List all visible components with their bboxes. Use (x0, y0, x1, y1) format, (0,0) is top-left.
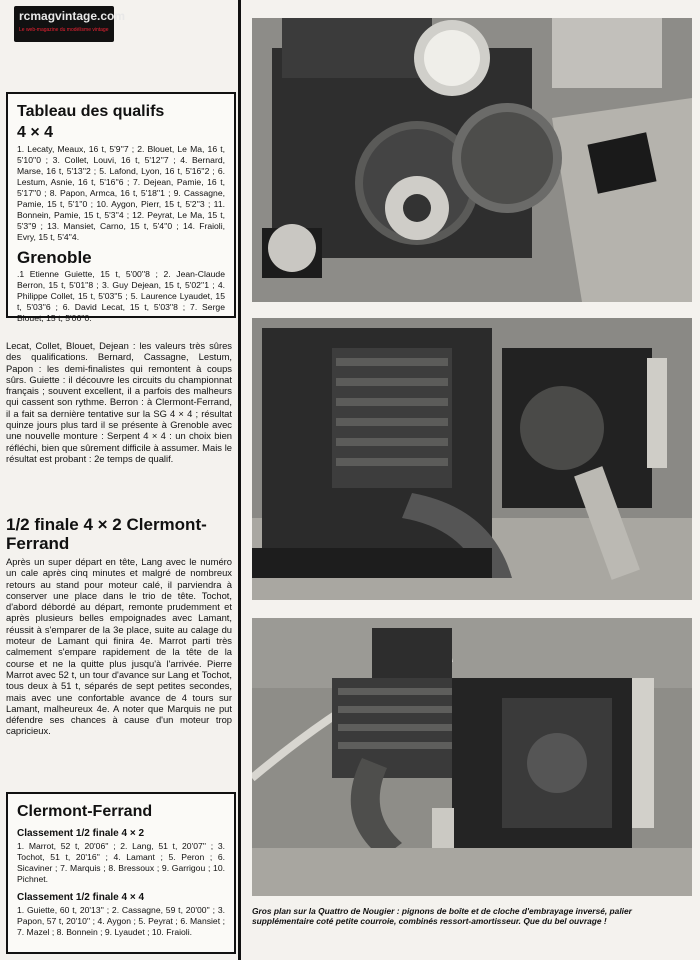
photo-engine-top (252, 318, 692, 600)
section-heading-half-final: 1/2 finale 4 × 2 Clermont-Ferrand (6, 515, 207, 553)
column-divider (238, 0, 241, 960)
qualifs-title: Tableau des qualifs (17, 103, 165, 120)
commentary-paragraph: Lecat, Collet, Blouet, Dejean : les valeurs très sûres des qualifications. Bernard, Cassagne, Lestum, Papon : les demi-finalistes qui remontent à coups sûrs. Guiette : il découvre les circuits du championnat français ; souvent excellent, il a parfois des malheurs qui cassent son rythme. Berron : à Clermont-Ferrand, il a fait sa dernière tentative sur la SG 4 × 4 ; résultat quinze jours plus tard il se présente à Grenoble avec une nouvelle monture : Serpent 4 × 4 : un choix bien réfléchi, bien que sûrement difficile à assumer. Mais le résultat est probant : 2e temps de qualif. (6, 340, 232, 464)
photo-gearbox-closeup (252, 18, 692, 302)
qualifs-4x4-results: 1. Lecaty, Meaux, 16 t, 5'9''7 ; 2. Blouet, Le Ma, 16 t, 5'10''0 ; 3. Collet, Louvi, 16 t, 5'12''7 ; 4. Bernard, Marse, 16 t, 5'13''2 ; 5. Lafond, Lyon, 16 t, 5'16''2 ; 6. Lestum, Asnie, 16 t, 5'16''6 ; 7. Dejean, Pamie, 16 t, 5'17''0 ; 8. Papon, Armca, 16 t, 5'18''1 ; 9. Cassagne, Pamie, 15 t, 5'1''0 ; 10. Aygon, Pierr, 15 t, 5'2''3 ; 11. Bonnein, Pamie, 15 t, 5'3''4 ; 12. Peyrat, Le Ma, 15 t, 5'3''9 ; 13. Mansiet, Carno, 15 t, 5'4''0 ; 14. Fraioli, Evry, 15 t, 5'4''4. (17, 144, 225, 242)
grenoble-results: .1 Etienne Guiette, 15 t, 5'00''8 ; 2. Jean-Claude Berron, 15 t, 5'01''8 ; 3. Guy Dejean, 15 t, 5'02''1 ; 4. Philippe Collet, 15 t, 5'03''5 ; 5. Laurence Lyaudet, 15 t, 5'03''6 ; 6. David Lecat, 15 t, 5'03''8 ; 7. Serge Blouet, 15 t, 5'06''0. (17, 269, 225, 323)
race-report-paragraph: Après un super départ en tête, Lang avec le numéro un cale après cinq minutes et malgré de nombreux retours au stand pour moteur calé, il parviendra à conserver une place dans le trio de tête. Tochot, d'abord débordé au départ, remonte prudemment et après plusieurs belles empoignades avec Lamant, réussit à s'emparer de la 3e place, suite au calage du moteur de Lamant qui finira 4e. Marrot parti très calmement s'empare rapidement de la tête de la course et ne la quitte plus jusqu'à l'arrivée. Pierre Marrot avec 52 t, un tour d'avance sur Lang et Tochot, tous deux à 51 t, séparés de sept petites secondes, mais avec une confortable avance de 4 tours sur Lamant, malheureux 4e. A noter que Marquis ne put défendre ses chances à cause d'un moteur trop capricieux. (6, 556, 232, 737)
clermont-title: Clermont-Ferrand (17, 803, 153, 820)
classement-4x2-title: Classement 1/2 finale 4 × 2 (17, 828, 145, 839)
qualifs-table-box (6, 92, 236, 323)
grenoble-title: Grenoble (17, 248, 92, 267)
classement-4x2-results: 1. Marrot, 52 t, 20'06'' ; 2. Lang, 51 t, 20'07'' ; 3. Tochot, 51 t, 20'16'' ; 4. Lamant ; 5. Peron ; 6. Sicaviner ; 7. Marquis ; 8. Bressoux ; 9. Garrigou ; 10. Pichnet. (17, 841, 225, 884)
photo-chassis-side (252, 618, 692, 896)
clermont-results-box (6, 792, 236, 954)
classement-4x4-results: 1. Guiette, 60 t, 20'13'' ; 2. Cassagne, 59 t, 20'00'' ; 3. Papon, 57 t, 20'10'' ; 4. Aygon ; 5. Peyrat ; 6. Mansiet ; 7. Mazel ; 8. Bonnein ; 9. Lyaudet ; 10. Fraioli. (17, 905, 225, 937)
logo-tagline: Le web-magazine du modélisme vintage (19, 27, 109, 33)
qualifs-subtitle: 4 × 4 (17, 124, 54, 141)
site-logo (14, 6, 126, 42)
classement-4x4-title: Classement 1/2 finale 4 × 4 (17, 892, 145, 903)
logo-title: rcmagvintage.com (19, 9, 126, 23)
photo-caption: Gros plan sur la Quattro de Nougier : pignons de boîte et de cloche d'embrayage inversé, palier supplémentaire coté petite courroie, combinés ressort-amortisseur. Que du bel ouvrage ! (252, 906, 632, 927)
